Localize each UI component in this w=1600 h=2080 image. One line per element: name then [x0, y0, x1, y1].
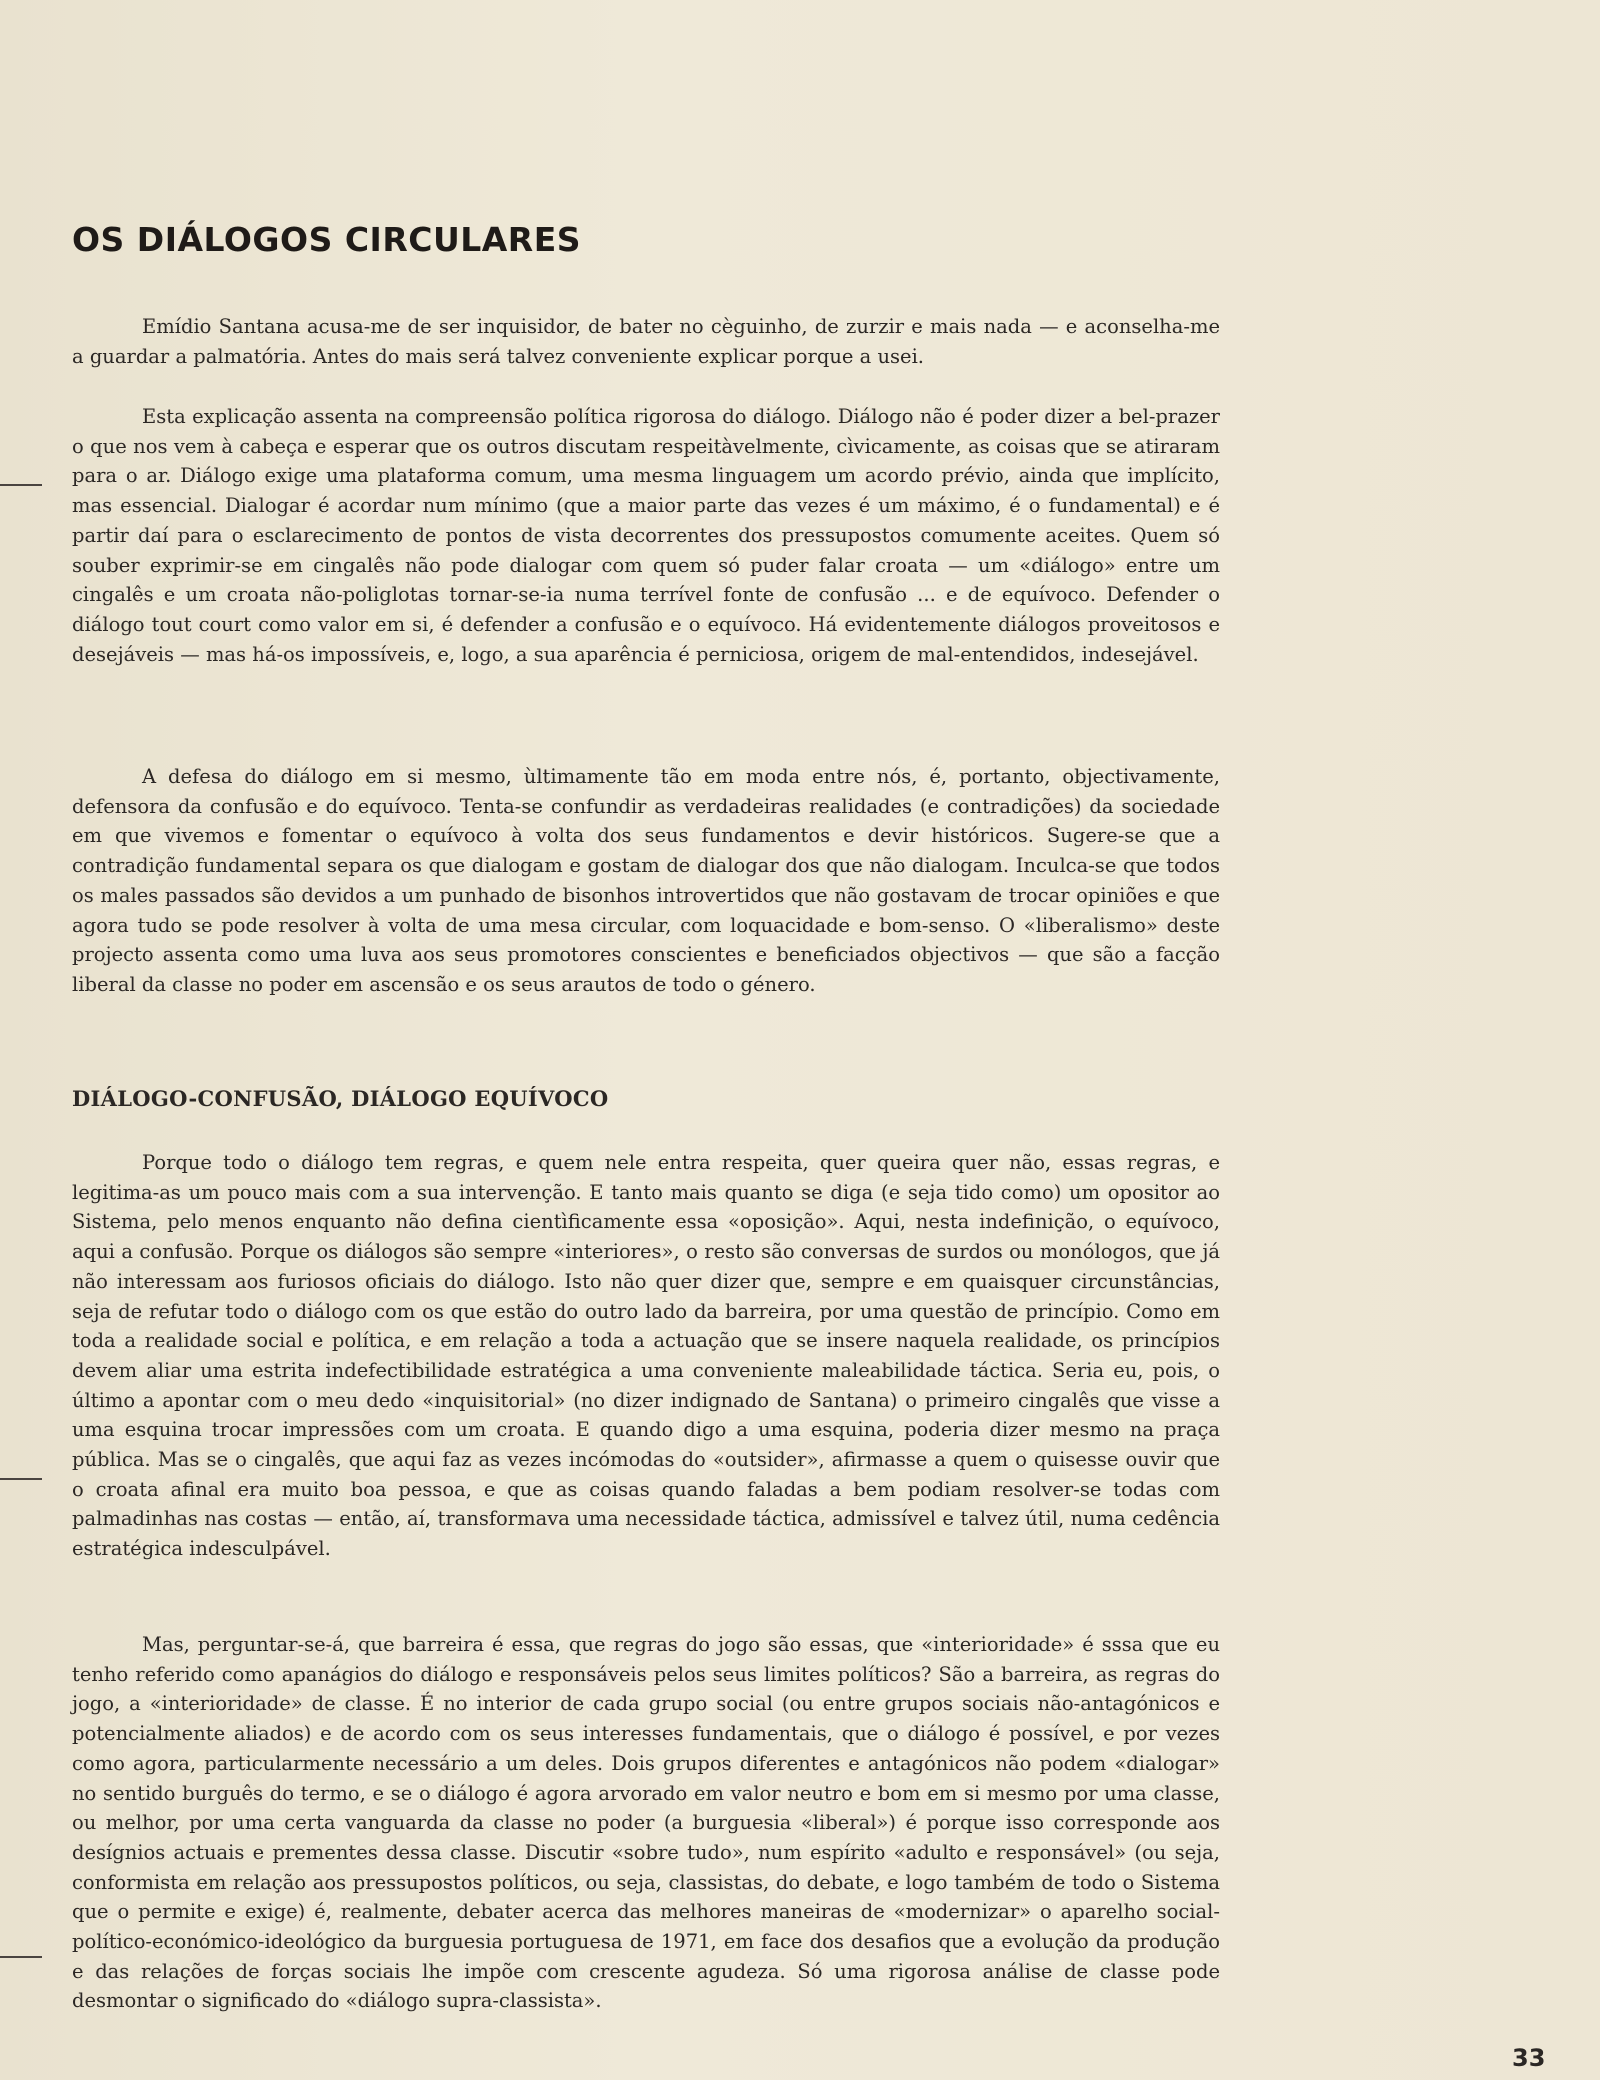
paragraph-2: Esta explicação assenta na compreensão política rigorosa do diálogo. Diálogo não é poder dizer a bel-prazer o que nos vem à cabeça e esperar que os outros discutam respeitàvelmente, cìvicamente, as coisas que se atiraram para o ar. Diálogo exige uma plataforma comum, uma mesma linguagem um acordo prévio, ainda que implícito, mas essencial. Dialogar é acordar num mínimo (que a maior parte das vezes é um máximo, é o fundamental) e é partir daí para o esclarecimento de pontos de vista decorrentes dos pressupostos comumente aceites. Quem só souber exprimir-se em cingalês não pode dialogar com quem só puder falar croata — um «diálogo» entre um cingalês e um croata não-poliglotas tornar-se-ia numa terrível fonte de confusão ... e de equívoco. Defender o diálogo tout court como valor em si, é defender a confusão e o equívoco. Há evidentemente diálogos proveitosos e desejáveis — mas há-os impossíveis, e, logo, a sua aparência é perniciosa, origem de mal-entendidos, indesejável.	[72, 405, 1220, 666]
paragraph-4: Porque todo o diálogo tem regras, e quem nele entra respeita, quer queira quer não, essas regras, e legitima-as um pouco mais com a sua intervenção. E tanto mais quanto se diga (e seja tido como) um opositor ao Sistema, pelo menos enquanto não defina cientìficamente essa «oposição». Aqui, nesta indefinição, o equívoco, aqui a confusão. Porque os diálogos são sempre «interiores», o resto são conversas de surdos ou monólogos, que já não interessam aos furiosos oficiais do diálogo. Isto não quer dizer que, sempre e em quaisquer circunstâncias, seja de refutar todo o diálogo com os que estão do outro lado da barreira, por uma questão de princípio. Como em toda a realidade social e política, e em relação a toda a actuação que se insere naquela realidade, os princípios devem aliar uma estrita indefectibilidade estratégica a uma conveniente maleabilidade táctica. Seria eu, pois, o último a apontar com o meu dedo «inquisitorial» (no dizer indignado de Santana) o primeiro cingalês que visse a uma esquina trocar impressões com um croata. E quando digo a uma esquina, poderia dizer mesmo na praça pública. Mas se o cingalês, que aqui faz as vezes incómodas do «outsider», afirmasse a quem o quisesse ouvir que o croata afinal era muito boa pessoa, e que as coisas quando faladas a bem podiam resolver-se todas com palmadinhas nas costas — então, aí, transformava uma necessidade táctica, admissível e talvez útil, numa cedência estratégica indesculpável.	[72, 1151, 1220, 1561]
paragraph-5: Mas, perguntar-se-á, que barreira é essa, que regras do jogo são essas, que «interioridade» é sssa que eu tenho referido como apanágios do diálogo e responsáveis pelos seus limites políticos? São a barreira, as regras do jogo, a «interioridade» de classe. É no interior de cada grupo social (ou entre grupos sociais não-antagónicos e potencialmente aliados) e de acordo com os seus interesses fundamentais, que o diálogo é possível, e por vezes como agora, particularmente necessário a um deles. Dois grupos diferentes e antagónicos não podem «dialogar» no sentido burguês do termo, e se o diálogo é agora arvorado em valor neutro e bom em si mesmo por uma classe, ou melhor, por uma certa vanguarda da classe no poder (a burguesia «liberal») é porque isso corresponde aos desígnios actuais e prementes dessa classe. Discutir «sobre tudo», num espírito «adulto e responsável» (ou seja, conformista em relação aos pressupostos políticos, ou seja, classistas, do debate, e logo também de todo o Sistema que o permite e exige) é, realmente, debater acerca das melhores maneiras de «modernizar» o aparelho social-político-económico-ideológico da burguesia portuguesa de 1971, em face dos desafios que a evolução da produção e das relações de forças sociais lhe impõe com crescente agudeza. Só uma rigorosa análise de classe pode desmontar o significado do «diálogo supra-classista».	[72, 1633, 1220, 2013]
margin-mark	[0, 1478, 42, 1480]
paragraph-1: Emídio Santana acusa-me de ser inquisidor, de bater no cèguinho, de zurzir e mais nada — e aconselha-me a guardar a palmatória. Antes do mais será talvez conveniente explicar porque a usei.	[72, 315, 1220, 368]
section-subheading: DIÁLOGO-CONFUSÃO, DIÁLOGO EQUÍVOCO	[72, 1086, 609, 1111]
page-number: 33	[1512, 2044, 1546, 2072]
paragraph-3: A defesa do diálogo em si mesmo, ùltimamente tão em moda entre nós, é, portanto, objectivamente, defensora da confusão e do equívoco. Tenta-se confundir as verdadeiras realidades (e contradições) da sociedade em que vivemos e fomentar o equívoco à volta dos seus fundamentos e devir históricos. Sugere-se que a contradição fundamental separa os que dialogam e gostam de dialogar dos que não dialogam. Inculca-se que todos os males passados são devidos a um punhado de bisonhos introvertidos que não gostavam de trocar opiniões e que agora tudo se pode resolver à volta de uma mesa circular, com loquacidade e bom-senso. O «liberalismo» deste projecto assenta como uma luva aos seus promotores conscientes e beneficiados objectivos — que são a facção liberal da classe no poder em ascensão e os seus arautos de todo o género.	[72, 765, 1220, 996]
margin-mark	[0, 484, 42, 486]
article-title: OS DIÁLOGOS CIRCULARES	[72, 220, 582, 259]
margin-mark	[0, 1956, 42, 1958]
